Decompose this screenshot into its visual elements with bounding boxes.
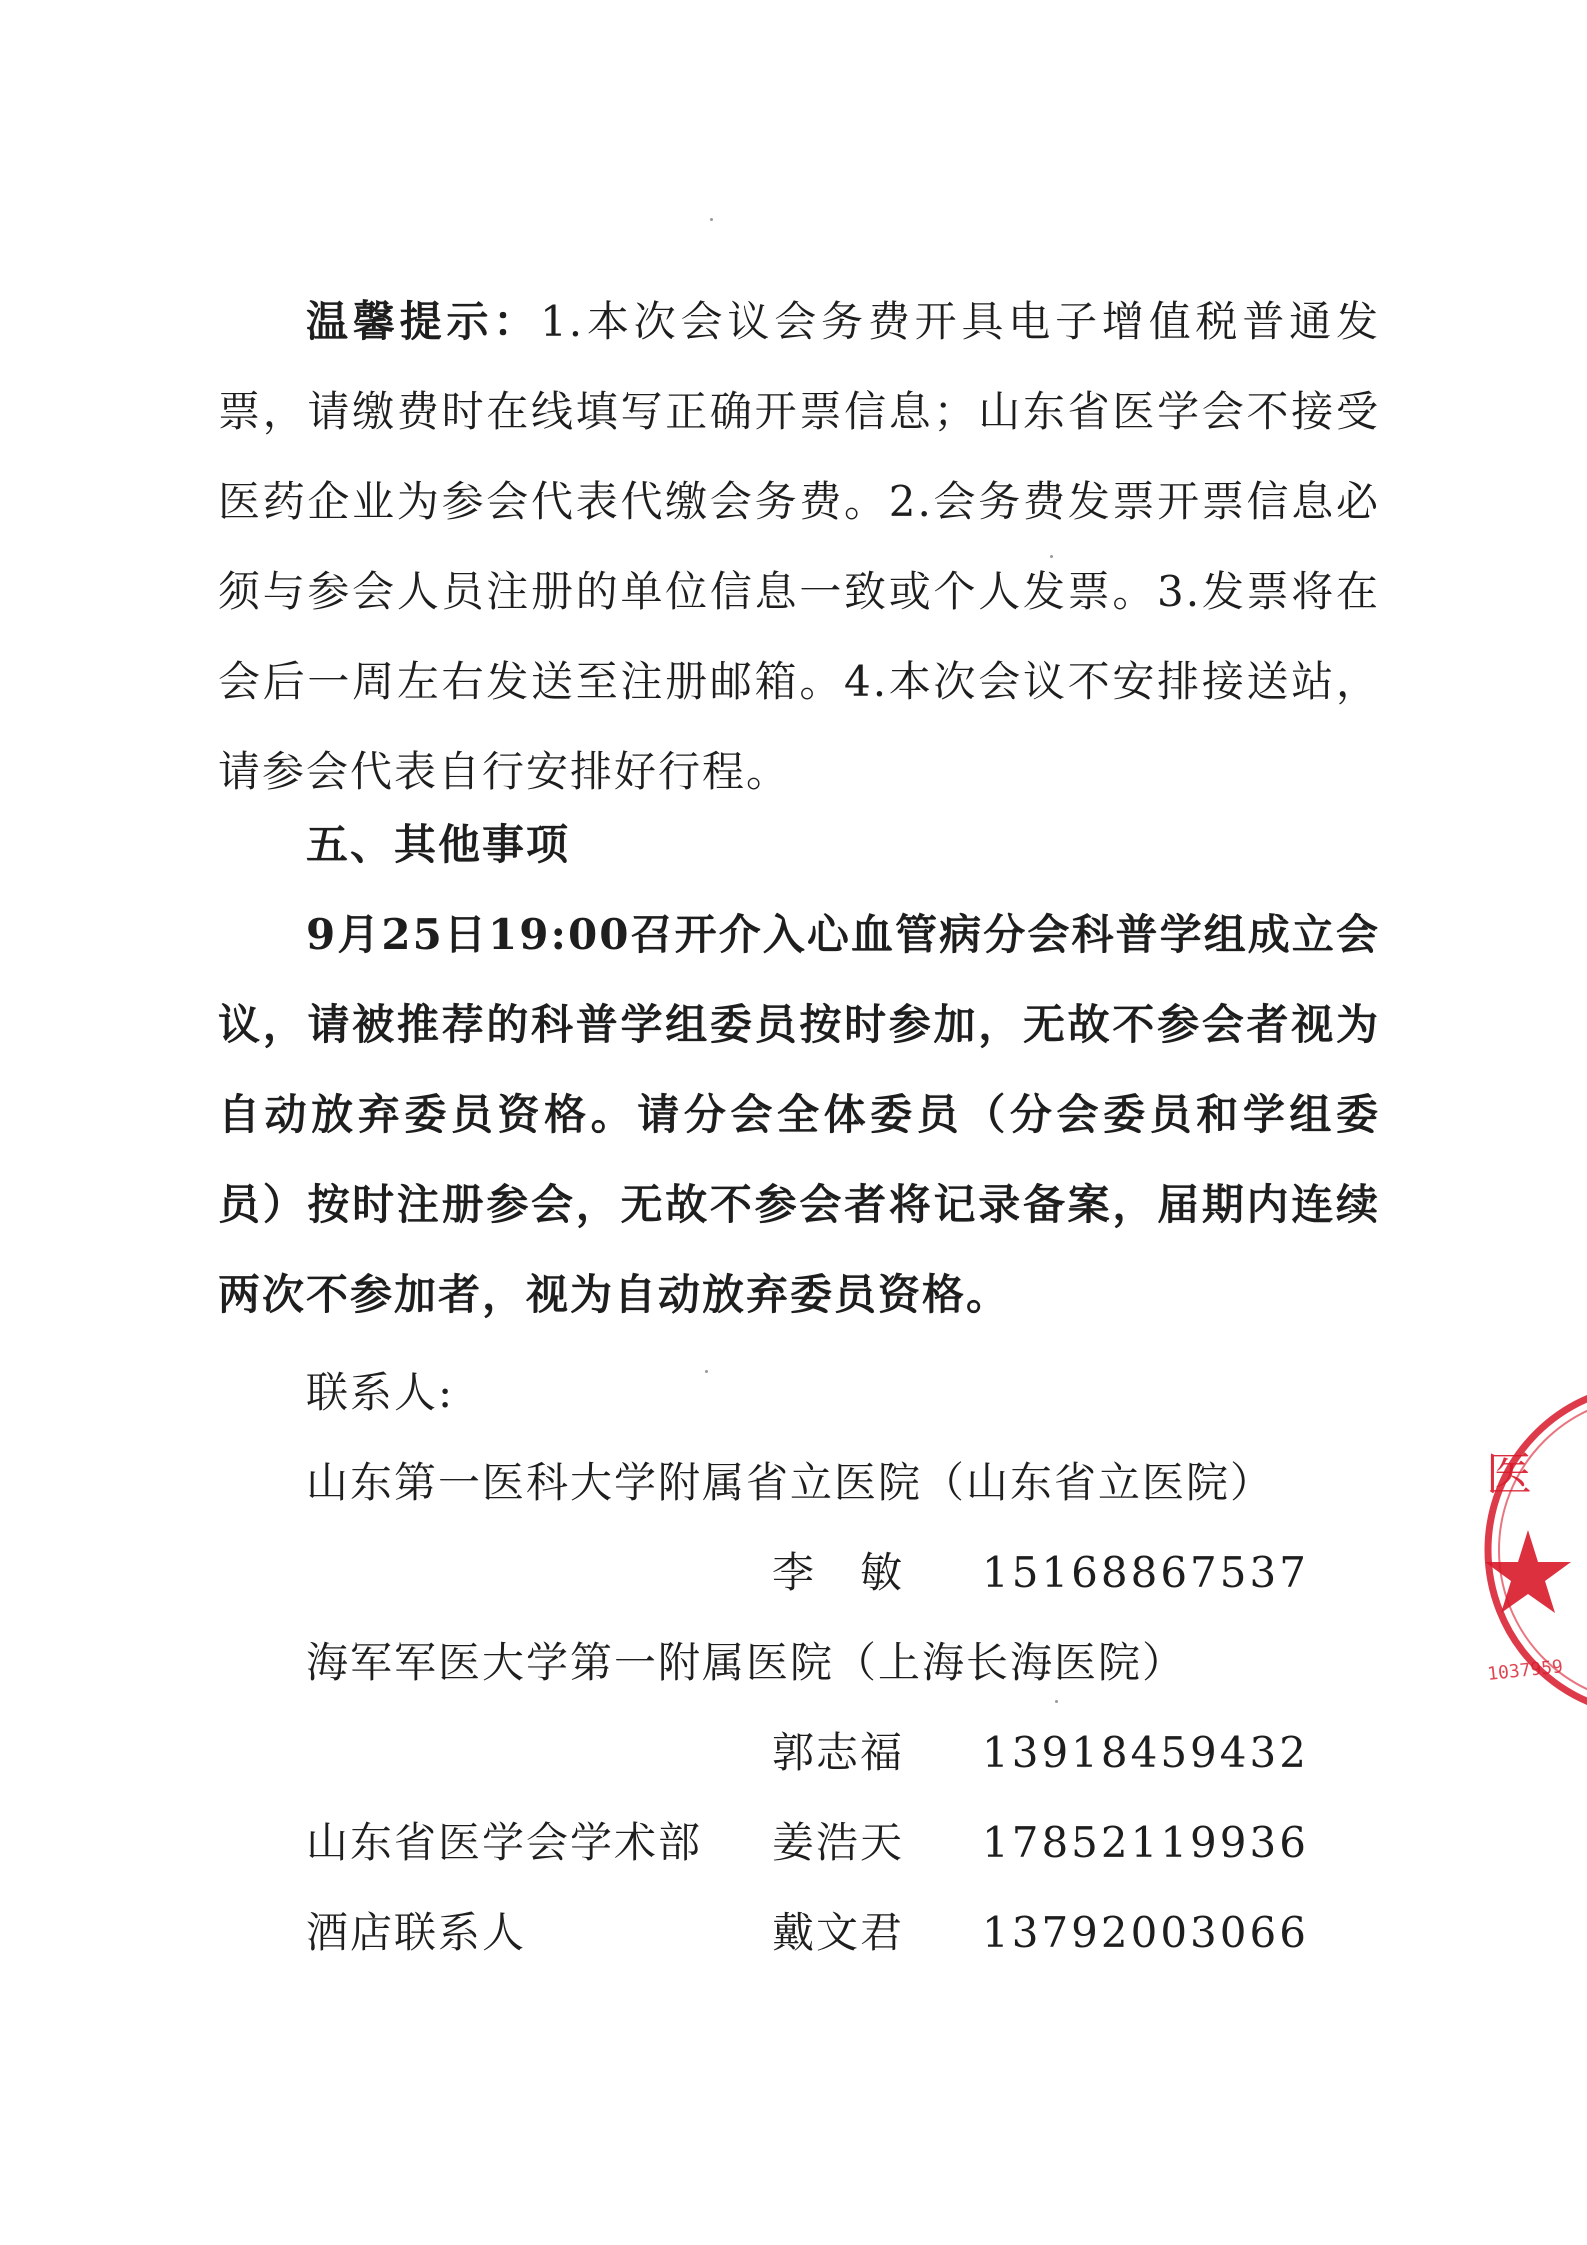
contact-phone-4: 13792003066 bbox=[982, 1908, 1309, 1957]
contact-phone-1: 15168867537 bbox=[982, 1548, 1309, 1597]
contact-org-2: 海军军医大学第一附属医院（上海长海医院） bbox=[306, 1638, 1187, 1687]
scan-speck bbox=[710, 218, 713, 221]
contact-name-3: 姜浩天 bbox=[772, 1818, 905, 1867]
section-heading: 五、其他事项 bbox=[306, 820, 571, 869]
contact-phone-2: 13918459432 bbox=[982, 1728, 1309, 1777]
contact-org-4: 酒店联系人 bbox=[306, 1908, 527, 1957]
scan-speck bbox=[1055, 1700, 1058, 1703]
contact-org-3: 山东省医学会学术部 bbox=[306, 1818, 703, 1867]
section-paragraph: 9月25日19:00召开介入心血管病分会科普学组成立会议，请被推荐的科普学组委员按时参加，无故不参会者视为自动放弃委员资格。请分会全体委员（分会委员和学组委员）按时注册参会，无故不参会者将记录备案，届期内连续两次不参加者，视为自动放弃委员资格。 bbox=[218, 910, 1380, 1319]
contact-name-4: 戴文君 bbox=[772, 1908, 905, 1957]
reminder-text: 1.本次会议会务费开具电子增值税普通发票，请缴费时在线填写正确开票信息；山东省医学会不接受医药企业为参会代表代缴会务费。2.会务费发票开票信息必须与参会人员注册的单位信息一致或个人发票。3.发票将在会后一周左右发送至注册邮箱。4.本次会议不安排接送站，请参会代表自行安排好行程。 bbox=[218, 297, 1380, 796]
scan-speck bbox=[705, 1370, 708, 1373]
contacts-label: 联系人: bbox=[306, 1368, 455, 1417]
scan-speck bbox=[1050, 555, 1053, 558]
svg-text:1037959: 1037959 bbox=[1486, 1656, 1564, 1685]
reminder-paragraph bbox=[218, 277, 1380, 817]
official-seal-stamp bbox=[1468, 1380, 1587, 1710]
contact-name-2: 郭志福 bbox=[772, 1728, 905, 1777]
seal-icon bbox=[1468, 1380, 1587, 1710]
contact-name-1: 李 敏 bbox=[772, 1548, 905, 1597]
reminder-label: 温馨提示： bbox=[306, 297, 541, 346]
contact-org-1: 山东第一医科大学附属省立医院（山东省立医院） bbox=[306, 1458, 1275, 1507]
svg-text:医: 医 bbox=[1486, 1447, 1532, 1501]
contact-phone-3: 17852119936 bbox=[982, 1818, 1309, 1867]
